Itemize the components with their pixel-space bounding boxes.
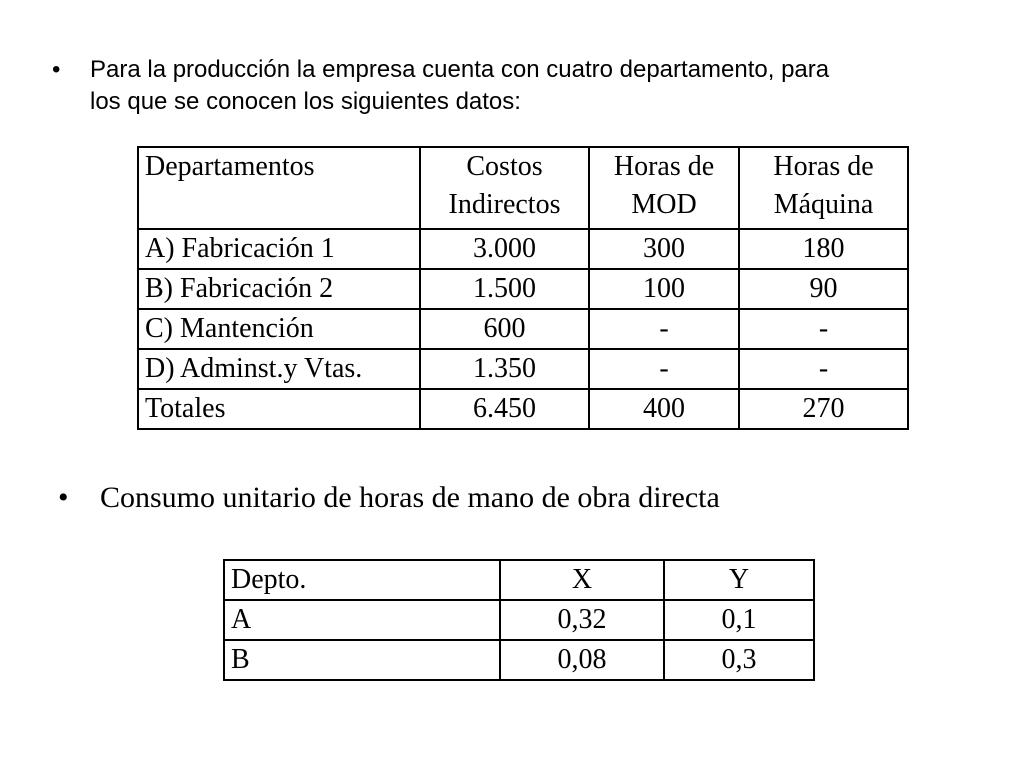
table-cell: 3.000 xyxy=(420,229,589,269)
table-cell: B xyxy=(224,640,500,680)
header-depto: Depto. xyxy=(224,560,500,600)
table-cell: - xyxy=(739,349,908,389)
table-cell: 1.500 xyxy=(420,269,589,309)
table-cell: 0,3 xyxy=(664,640,814,680)
table-cell: B) Fabricación 2 xyxy=(138,269,420,309)
section-title: Consumo unitario de horas de mano de obra directa xyxy=(100,481,720,514)
header-y: Y xyxy=(664,560,814,600)
header-x: X xyxy=(500,560,664,600)
intro-line-1: Para la producción la empresa cuenta con cuatro departamento, para xyxy=(90,56,830,83)
intro-line-2: los que se conocen los siguientes datos: xyxy=(90,88,521,115)
table-cell: 400 xyxy=(589,389,739,429)
header-departamentos: Departamentos xyxy=(138,147,420,229)
table-row xyxy=(138,269,908,309)
section-heading xyxy=(58,478,720,518)
table-cell: 600 xyxy=(420,309,589,349)
table-cell: - xyxy=(589,309,739,349)
header-costos-indirectos: Costos Indirectos xyxy=(420,147,589,229)
table-cell: Totales xyxy=(138,389,420,429)
unit-consumption-table xyxy=(223,559,815,681)
table-row xyxy=(224,640,814,680)
table-cell: 0,1 xyxy=(664,600,814,640)
table-cell: 0,08 xyxy=(500,640,664,680)
table-header-row xyxy=(138,147,908,229)
header-horas-maquina: Horas de Máquina xyxy=(739,147,908,229)
table-cell: 6.450 xyxy=(420,389,589,429)
table-cell: C) Mantención xyxy=(138,309,420,349)
table-row xyxy=(138,229,908,269)
table-row xyxy=(224,600,814,640)
header-horas-mod: Horas de MOD xyxy=(589,147,739,229)
table-row xyxy=(138,349,908,389)
table-cell: 270 xyxy=(739,389,908,429)
bullet-icon: • xyxy=(52,56,61,83)
table-cell: A) Fabricación 1 xyxy=(138,229,420,269)
table-header-row xyxy=(224,560,814,600)
table-cell: 100 xyxy=(589,269,739,309)
table-cell: 180 xyxy=(739,229,908,269)
table-cell: - xyxy=(739,309,908,349)
table-cell: D) Adminst.y Vtas. xyxy=(138,349,420,389)
intro-bullet xyxy=(52,54,982,118)
table-row xyxy=(138,309,908,349)
bullet-icon: • xyxy=(58,481,69,514)
table-cell: 1.350 xyxy=(420,349,589,389)
table-cell: 300 xyxy=(589,229,739,269)
departments-table xyxy=(137,146,909,430)
table-cell: 90 xyxy=(739,269,908,309)
table-cell: 0,32 xyxy=(500,600,664,640)
table-cell: - xyxy=(589,349,739,389)
table-cell: A xyxy=(224,600,500,640)
table-row-totales xyxy=(138,389,908,429)
